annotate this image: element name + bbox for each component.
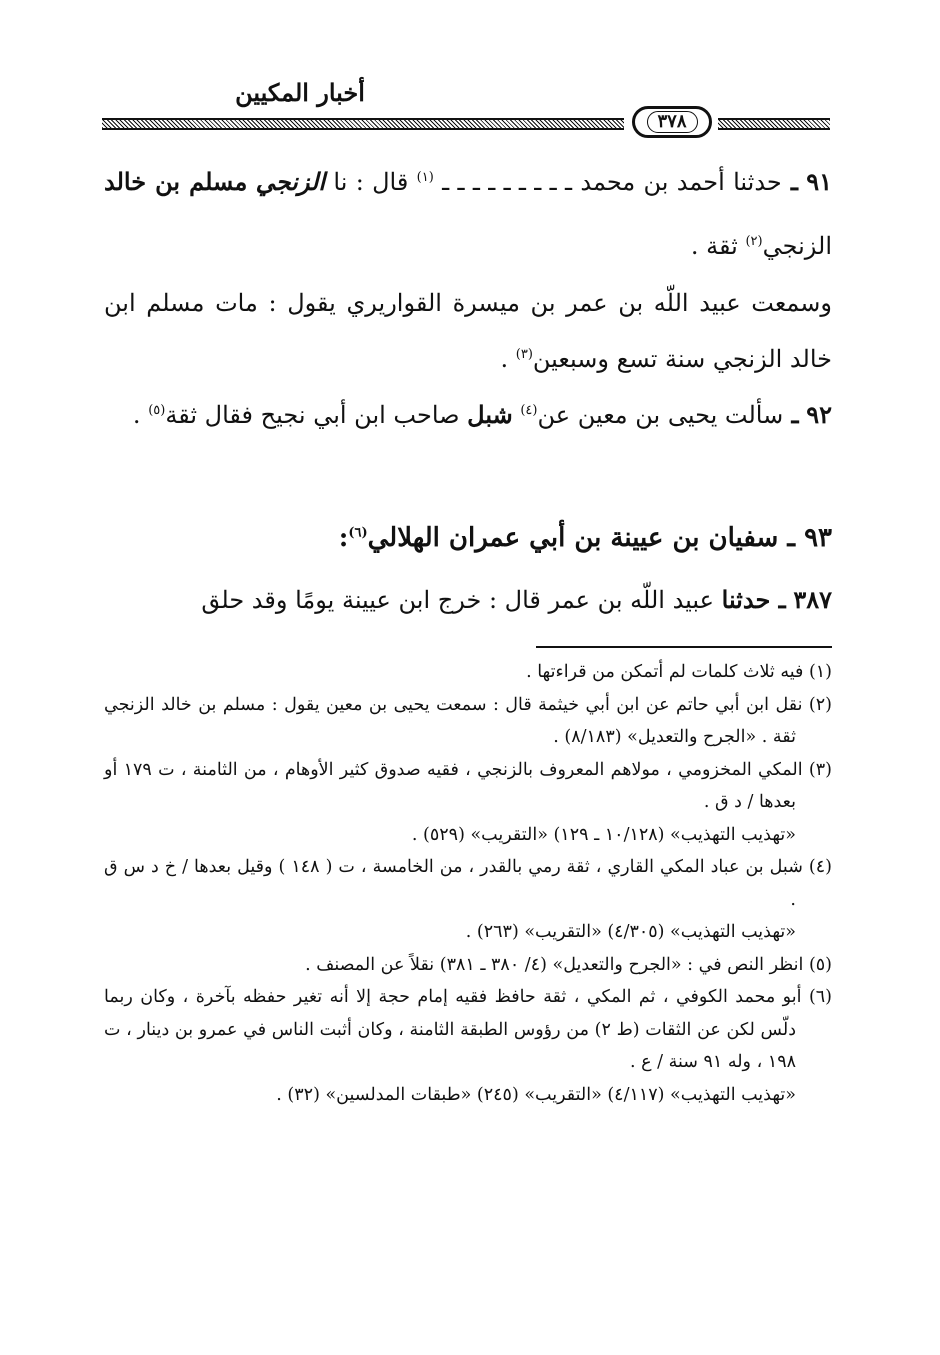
entry-text: صاحب ابن أبي نجيح فقال ثقة	[165, 401, 460, 429]
entry-number: ٩٢	[806, 400, 832, 429]
header-rule-right	[718, 116, 830, 128]
footnote-4: (٤) شبل بن عباد المكي القاري ، ثقة رمي بالقدر ، من الخامسة ، ت ( ١٤٨ ) وقيل بعدها / خ د س ق .	[104, 857, 832, 910]
header-rule-left	[102, 116, 624, 128]
narrator-name: الزنجي	[255, 167, 326, 196]
report-text: عبيد اللّه بن عمر قال : خرج ابن عيينة يومًا وقد حلق	[201, 586, 714, 614]
footnote-3: (٣) المكي المخزومي ، مولاهم المعروف بالزنجي ، فقيه صدوق كثير الأوهام ، من الثامنة ، ت ١٧٩ أو بعدها / د ق .	[104, 759, 832, 812]
footnote-2: (٢) نقل ابن أبي حاتم عن ابن أبي خيثمة قال : سمعت يحيى بن معين يقول : مسلم بن خالد الزنجي ثقة . «الجرح والتعديل» (٨/١٨٣) .	[104, 694, 832, 747]
report-number: ٣٨٧	[793, 585, 832, 614]
footnote-separator	[536, 646, 832, 648]
entry-text: حدثنا أحمد بن محمد ـ ـ ـ ـ ـ ـ ـ ـ ـ	[442, 168, 782, 196]
entry-91: ٩١ ـ حدثنا أحمد بن محمد ـ ـ ـ ـ ـ ـ ـ ـ ـ $^{(١)}$ قال : نا الزنجي مسلم بن خالد الزنجي$^{(٢)}$ ثقة .	[104, 167, 832, 260]
report-387	[104, 568, 832, 632]
footnote-6: (٦) أبو محمد الكوفي ، ثم المكي ، ثقة حافظ فقيه إمام حجة إلا أنه تغير حفظه بآخرة ، وكان ربما دلّس لكن عن الثقات (ط ٢) من رؤوس الطبقة الثامنة ، وكان أثبت الناس في عمرو بن دينار ، ت ١٩٨ ، وله ٩١ سنة / ع .	[104, 987, 832, 1072]
page-number-badge	[632, 106, 712, 138]
footnote-ref: (٦)	[348, 525, 368, 541]
footnote-1: (١) فيه ثلاث كلمات لم أتمكن من قراءتها .	[526, 662, 832, 682]
report-lead: ـ حدثنا	[721, 585, 786, 614]
running-title: أخبار المكيين	[235, 78, 365, 107]
entry-93-heading: ٩٣ ـ سفيان بن عيينة بن أبي عمران الهلالي$^{(٦)}$:	[338, 523, 832, 553]
entry-92: ٩٢ ـ سألت يحيى بن معين عن$^{(٤)}$ شبل صاحب ابن أبي نجيح فقال ثقة$^{(٥)}$ .	[132, 400, 832, 429]
paragraph-text: وسمعت عبيد اللّه بن عمر بن ميسرة القواريري يقول : مات مسلم ابن خالد الزنجي سنة تسع وسبعين	[104, 289, 832, 373]
subject-name: مسلم بن خالد	[104, 167, 248, 196]
subject-name: شبل	[467, 400, 513, 429]
paragraph-death-report: وسمعت عبيد اللّه بن عمر بن ميسرة القواريري يقول : مات مسلم ابن خالد الزنجي سنة تسع وسبعين$^{(٣)}$ .	[104, 289, 832, 373]
footnote-3-sources: «تهذيب التهذيب» (١٠/١٢٨ ـ ١٢٩) «التقريب» (٥٢٩) .	[411, 824, 796, 845]
entry-text: ثقة .	[690, 232, 738, 260]
footnote-6-sources: «تهذيب التهذيب» (٤/١١٧) «التقريب» (٢٤٥) «طبقات المدلسين» (٣٢) .	[276, 1084, 796, 1105]
footnotes	[104, 656, 832, 1111]
footnote-ref: (٥)	[148, 403, 166, 418]
footnote-ref: (٣)	[515, 347, 533, 362]
footnote-ref: (٤)	[520, 403, 538, 418]
entry-text: الزنجي	[762, 232, 832, 260]
entry-text: قال : نا	[333, 168, 409, 196]
entry-number: ٩١	[806, 167, 832, 196]
footnote-4-sources: «تهذيب التهذيب» (٤/٣٠٥) «التقريب» (٢٦٣) .	[465, 922, 796, 942]
heading-text: ٩٣ ـ سفيان بن عيينة بن أبي عمران الهلالي	[367, 523, 832, 553]
footnote-5: (٥) انظر النص في : «الجرح والتعديل» (٤/ ٣٨٠ ـ ٣٨١) نقلاً عن المصنف .	[305, 954, 832, 975]
footnote-ref: (٢)	[745, 234, 763, 249]
page-number: ٣٧٨	[647, 111, 698, 133]
entry-text: سألت يحيى بن معين عن	[537, 401, 784, 429]
footnote-ref: (١)	[416, 170, 434, 185]
